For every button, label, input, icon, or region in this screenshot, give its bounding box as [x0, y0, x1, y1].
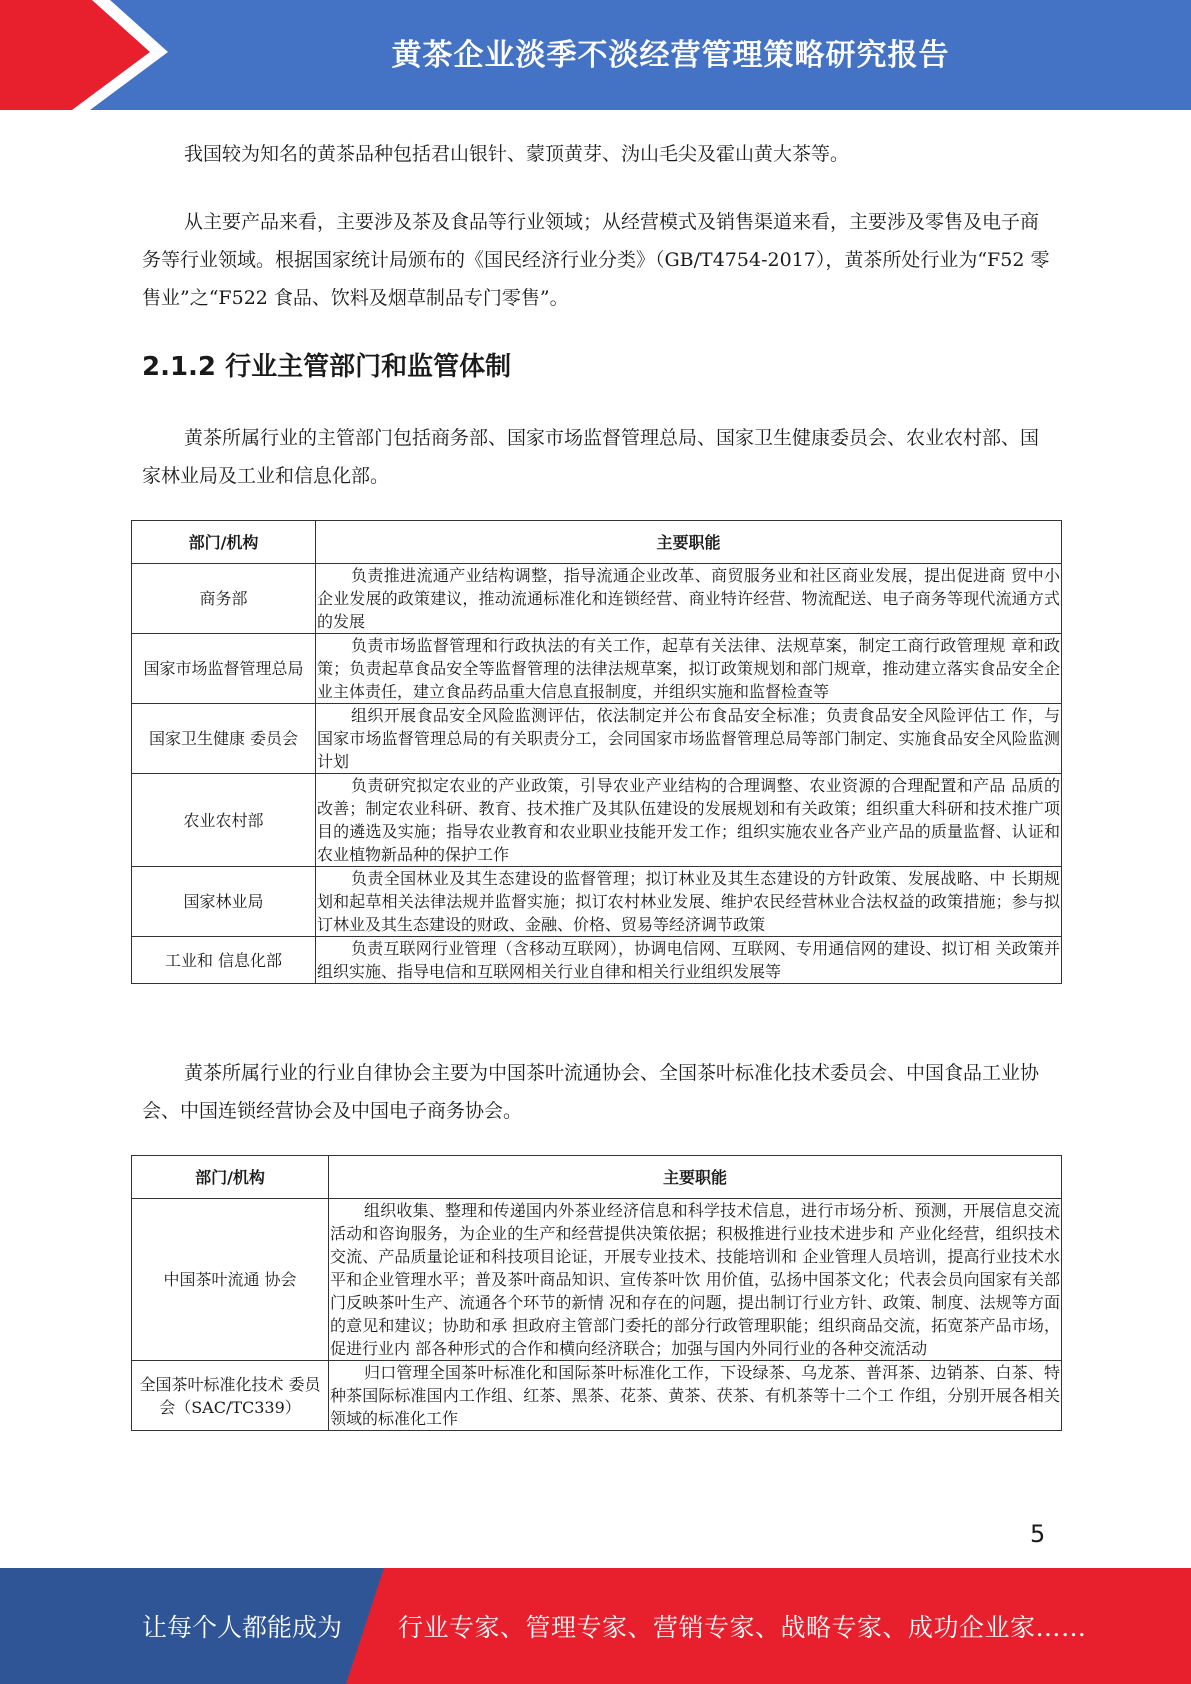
function-cell: 负责研究拟定农业的产业政策，引导农业产业结构的合理调整、农业资源的合理配置和产品 品质的改善；制定农业科研、教育、技术推广及其队伍建设的发展规划和有关政策；组织重大科研和技术推广项目的遴选及实施；指导农业教育和农业职业技能开发工作；组织实施农业各产业产品的质量监督、认证和农业植物新品种的保护工作 [316, 774, 1062, 867]
column-header-dept: 部门/机构 [132, 1156, 329, 1199]
dept-cell: 国家市场监督管理总局 [132, 634, 316, 704]
dept-cell: 工业和 信息化部 [132, 937, 316, 984]
column-header-function: 主要职能 [329, 1156, 1062, 1199]
function-cell: 负责市场监督管理和行政执法的有关工作，起草有关法律、法规草案，制定工商行政管理规 章和政策；负责起草食品安全等监督管理的法律法规草案，拟订政策规划和部门规章，推动建立落实食品安全企业主体责任，建立食品药品重大信息直报制度，并组织实施和监督检查等 [316, 634, 1062, 704]
report-title: 黄茶企业淡季不淡经营管理策略研究报告 [391, 38, 950, 73]
paragraph-tea-varieties: 我国较为知名的黄茶品种包括君山银针、蒙顶黄芽、沩山毛尖及霍山黄大茶等。 [184, 143, 850, 165]
footer-slogan-left: 让每个人都能成为 [142, 1613, 343, 1642]
associations-table [131, 1155, 1062, 1431]
function-cell: 组织开展食品安全风险监测评估，依法制定并公布食品安全标准；负责食品安全风险评估工 作，与国家市场监督管理总局的有关职责分工，会同国家市场监督管理总局等部门制定、实施食品安全风险监测计划 [316, 704, 1062, 774]
page-footer [0, 1568, 1191, 1684]
column-header-dept: 部门/机构 [132, 521, 316, 564]
table-row [132, 1361, 1062, 1431]
dept-cell: 中国茶叶流通 协会 [132, 1199, 329, 1361]
page-number: 5 [1030, 1520, 1046, 1548]
table-row [132, 704, 1062, 774]
table-row [132, 1199, 1062, 1361]
paragraph-authorities: 黄茶所属行业的主管部门包括商务部、国家市场监督管理总局、国家卫生健康委员会、农业农村部、国家林业局及工业和信息化部。 [142, 427, 1040, 487]
dept-cell: 全国茶叶标准化技术 委员会（SAC/TC339） [132, 1361, 329, 1431]
authorities-table [131, 520, 1062, 984]
function-cell: 负责推进流通产业结构调整，指导流通企业改革、商贸服务业和社区商业发展，提出促进商 贸中小企业发展的政策建议，推动流通标准化和连锁经营、商业特许经营、物流配送、电子商务等现代流通方式的发展 [316, 564, 1062, 634]
table-row [132, 634, 1062, 704]
dept-cell: 国家林业局 [132, 867, 316, 937]
section-heading: 2.1.2 行业主管部门和监管体制 [142, 352, 512, 382]
dept-cell: 农业农村部 [132, 774, 316, 867]
table-header-row [132, 1156, 1062, 1199]
paragraph-associations: 黄茶所属行业的行业自律协会主要为中国茶叶流通协会、全国茶叶标准化技术委员会、中国食品工业协会、中国连锁经营协会及中国电子商务协会。 [142, 1062, 1040, 1122]
function-cell: 组织收集、整理和传递国内外茶业经济信息和科学技术信息，进行市场分析、预测，开展信息交流活动和咨询服务，为企业的生产和经营提供决策依据；积极推进行业技术进步和 产业化经营，组织技术交流、产品质量论证和科技项目论证，开展专业技术、技能培训和 企业管理人员培训，提高行业技术水平和企业管理水平；普及茶叶商品知识、宣传茶叶饮 用价值，弘扬中国茶文化；代表会员向国家有关部门反映茶叶生产、流通各个环节的新情 况和存在的问题，提出制订行业方针、政策、制度、法规等方面的意见和建议；协助和承 担政府主管部门委托的部分行政管理职能；组织商品交流，拓宽茶产品市场，促进行业内 部各种形式的合作和横向经济联合；加强与国内外同行业的各种交流活动 [329, 1199, 1062, 1361]
dept-cell: 商务部 [132, 564, 316, 634]
table-row [132, 564, 1062, 634]
page-header [0, 0, 1191, 110]
function-cell: 负责互联网行业管理（含移动互联网），协调电信网、互联网、专用通信网的建设、拟订相 关政策并组织实施、指导电信和互联网相关行业自律和相关行业组织发展等 [316, 937, 1062, 984]
function-cell: 归口管理全国茶叶标准化和国际茶叶标准化工作，下设绿茶、乌龙茶、普洱茶、边销茶、白茶、特种茶国际标准国内工作组、红茶、黑茶、花茶、黄茶、茯茶、有机茶等十二个工 作组，分别开展各相关领域的标准化工作 [329, 1361, 1062, 1431]
dept-cell: 国家卫生健康 委员会 [132, 704, 316, 774]
function-cell: 负责全国林业及其生态建设的监督管理；拟订林业及其生态建设的方针政策、发展战略、中 长期规划和起草相关法律法规并监督实施；拟订农村林业发展、维护农民经营林业合法权益的政策措施；参与拟订林业及其生态建设的财政、金融、价格、贸易等经济调节政策 [316, 867, 1062, 937]
table-header-row [132, 521, 1062, 564]
table-row [132, 937, 1062, 984]
column-header-function: 主要职能 [316, 521, 1062, 564]
paragraph-industry-classification: 从主要产品来看，主要涉及茶及食品等行业领域；从经营模式及销售渠道来看，主要涉及零售及电子商务等行业领域。根据国家统计局颁布的《国民经济行业分类》（GB/T4754-2017），黄茶所处行业为“F52 零售业”之“F522 食品、饮料及烟草制品专门零售”。 [142, 211, 1050, 309]
table-row [132, 774, 1062, 867]
table-row [132, 867, 1062, 937]
footer-slogan-right: 行业专家、管理专家、营销专家、战略专家、成功企业家…… [398, 1613, 1087, 1642]
